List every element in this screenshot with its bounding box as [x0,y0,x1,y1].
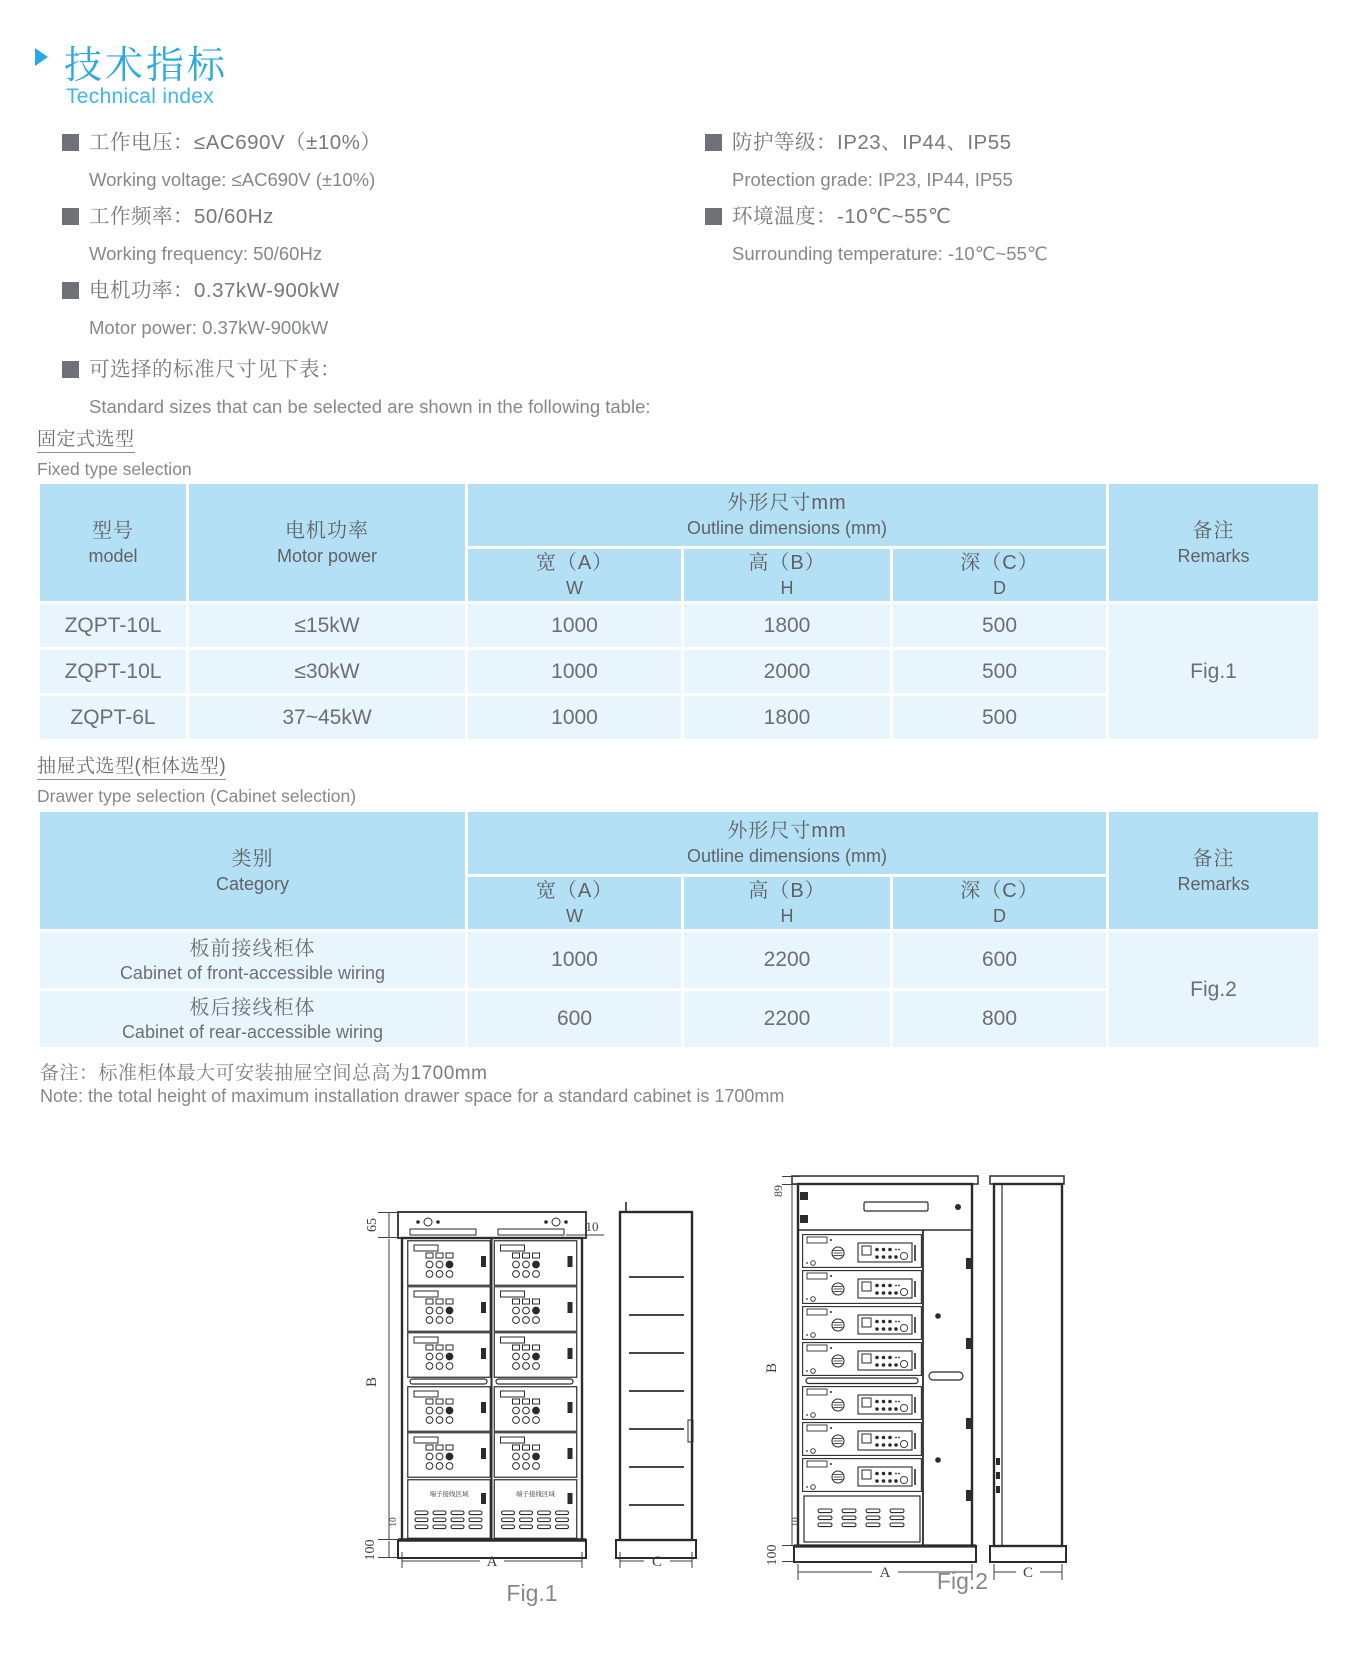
table1-th-outline [468,484,1106,546]
cell-category-1-zh: 板前接线柜体 [189,938,316,960]
spec-item-motor-power [62,278,702,340]
fig2-dim-vent: 10 [791,1517,801,1527]
table2-header-row-1 [40,812,1318,874]
table2-th-remarks [1109,812,1318,929]
fixed-type-section [37,424,192,480]
bullet-square-icon [705,208,722,225]
th-depth-en: D [993,578,1006,598]
table1-th-model [40,484,186,601]
table2-th-category [40,812,465,929]
note-en: Note: the total height of maximum installation drawer space for a standard cabinet is 1700mm [40,1086,785,1106]
section-marker [35,48,48,71]
spec-frequency-zh: 工作频率：50/60Hz [89,205,274,228]
fig1-dim-vent: 10 [389,1517,399,1527]
table2-row-1 [40,932,1318,988]
spec-motor-power-zh: 电机功率：0.37kW-900kW [89,279,340,302]
drawer-type-label-en: Drawer type selection (Cabinet selection) [37,786,357,806]
spec-voltage-en: Working voltage: ≤AC690V (±10%) [89,169,376,190]
fig1-dim-width: A [486,1554,498,1570]
spec-temperature-zh: 环境温度：-10℃~55℃ [732,205,952,228]
specs-left-column [62,130,702,352]
table2-th-outline [468,812,1106,874]
fig2-dim-depth: C [1022,1565,1034,1581]
th-depth2-zh: 深（C） [960,880,1039,902]
fig2-dim-top: 89 [771,1185,785,1197]
th-height2-zh: 高（B） [748,880,826,902]
cell2-h-2: 2200 [684,991,890,1047]
cell2-w-1: 1000 [468,932,681,988]
table1-th-width [468,549,681,601]
th-remarks-zh: 备注 [1192,519,1235,542]
th-model-en: model [88,545,138,566]
spec-item-frequency [62,204,702,266]
th-remarks2-en: Remarks [1177,873,1250,894]
bullet-square-icon [62,361,79,378]
cell-h-2: 2000 [684,650,890,693]
th-depth-zh: 深（C） [960,552,1039,574]
spec-item-temperature [705,204,1325,266]
cell-d-2: 500 [893,650,1106,693]
cell-power-3: 37~45kW [189,696,465,739]
th-model-zh: 型号 [92,519,134,542]
fixed-type-label-en: Fixed type selection [37,459,192,479]
spec-temperature-en: Surrounding temperature: -10℃~55℃ [732,243,1048,264]
fig1-dim-height: B [364,1376,380,1388]
spec-protection-zh: 防护等级：IP23、IP44、IP55 [732,131,1012,154]
fig2-dim-height: B [764,1362,780,1374]
spec-sizes-zh: 可选择的标准尺寸见下表： [89,358,341,381]
drawer-type-table [37,809,1321,1050]
cell-category-2-en: Cabinet of rear-accessible wiring [121,1022,384,1042]
spec-item-voltage [62,130,702,192]
cell-category-1 [40,932,465,988]
fig1-side-view [616,1202,696,1558]
fig1-dim-depth: C [651,1554,663,1570]
page-title: 技术指标 [64,45,229,87]
drawer-type-section [37,751,356,807]
table1-header-row-1 [40,484,1318,546]
table1-th-remarks [1109,484,1318,601]
th-category-en: Category [215,873,290,894]
th-outline2-en: Outline dimensions (mm) [686,846,888,866]
bullet-square-icon [705,134,722,151]
table2-th-depth [893,877,1106,929]
fig2-dim-base: 100 [765,1544,780,1566]
th-height-zh: 高（B） [748,552,826,574]
bullet-square-icon [62,208,79,225]
spec-protection-en: Protection grade: IP23, IP44, IP55 [732,169,1013,190]
th-remarks-en: Remarks [1177,545,1250,566]
cell-h-1: 1800 [684,604,890,647]
table2-th-height [684,877,890,929]
fig2-door [929,1258,972,1501]
cell2-h-1: 2200 [684,932,890,988]
fig1-dim-base: 100 [363,1539,378,1561]
cell2-d-1: 600 [893,932,1106,988]
th-remarks2-zh: 备注 [1192,847,1235,870]
th-height-en: H [780,578,794,598]
cell-w-2: 1000 [468,650,681,693]
th-power-en: Motor power [276,545,378,566]
spec-item-protection [705,130,1325,192]
specs-right-column [705,130,1325,278]
spec-frequency-en: Working frequency: 50/60Hz [89,243,323,264]
cell-power-2: ≤30kW [189,650,465,693]
th-outline-zh: 外形尺寸mm [727,492,847,514]
th-outline2-zh: 外形尺寸mm [727,820,847,842]
cell-power-1: ≤15kW [189,604,465,647]
th-outline-en: Outline dimensions (mm) [686,518,888,538]
spec-item-standard-sizes [62,357,651,431]
cell-w-3: 1000 [468,696,681,739]
fig2-caption: Fig.2 [936,1568,989,1594]
spec-voltage-zh: 工作电压：≤AC690V（±10%） [89,131,382,154]
cell2-d-2: 800 [893,991,1106,1047]
fig2-drawing [726,1160,1071,1585]
cell-d-1: 500 [893,604,1106,647]
fig2-side-view [990,1176,1066,1562]
fig1-caption: Fig.1 [506,1580,558,1606]
th-width-zh: 宽（A） [535,552,614,574]
cell-model-3: ZQPT-6L [40,696,186,739]
table1-th-depth [893,549,1106,601]
page-subtitle: Technical index [66,85,215,108]
fig2-front-view [792,1176,978,1562]
th-width2-zh: 宽（A） [535,880,614,902]
drawer-type-label-zh: 抽屉式选型(柜体选型) [37,751,226,780]
bullet-square-icon [62,282,79,299]
th-width-en: W [566,578,583,598]
triangle-marker-icon [35,48,48,66]
cell-d-3: 500 [893,696,1106,739]
table2-th-width [468,877,681,929]
table1-th-power [189,484,465,601]
spec-motor-power-en: Motor power: 0.37kW-900kW [89,317,329,338]
cell-w-1: 1000 [468,604,681,647]
fig1-dim-top: 65 [365,1218,380,1232]
cell-remark-fig1: Fig.1 [1109,604,1318,739]
cell-model-1: ZQPT-10L [40,604,186,647]
cell-category-1-en: Cabinet of front-accessible wiring [119,963,386,983]
fig1-drawing: 端子接线区域 65 B 10 100 10 A C [352,1172,712,1572]
cell-remark-fig2: Fig.2 [1109,932,1318,1047]
th-power-zh: 电机功率 [285,519,369,542]
th-width2-en: W [566,906,583,926]
fig2-dim-width: A [879,1565,891,1581]
cell-model-2: ZQPT-10L [40,650,186,693]
fixed-type-table [37,481,1321,742]
bullet-square-icon [62,134,79,151]
fig1-dim-top-right: 10 [585,1219,599,1234]
cell-h-3: 1800 [684,696,890,739]
th-category-zh: 类别 [231,847,274,870]
th-height2-en: H [780,906,794,926]
note-zh: 备注：标准柜体最大可安装抽屉空间总高为1700mm [40,1063,488,1084]
spec-sizes-en: Standard sizes that can be selected are shown in the following table: [89,396,651,417]
cell2-w-2: 600 [468,991,681,1047]
table1-th-height [684,549,890,601]
cell-category-2 [40,991,465,1047]
fig1-front-view [398,1212,586,1558]
fixed-type-label-zh: 固定式选型 [37,424,135,453]
th-depth2-en: D [993,906,1006,926]
cell-category-2-zh: 板后接线柜体 [189,997,316,1019]
table1-row-1 [40,604,1318,647]
